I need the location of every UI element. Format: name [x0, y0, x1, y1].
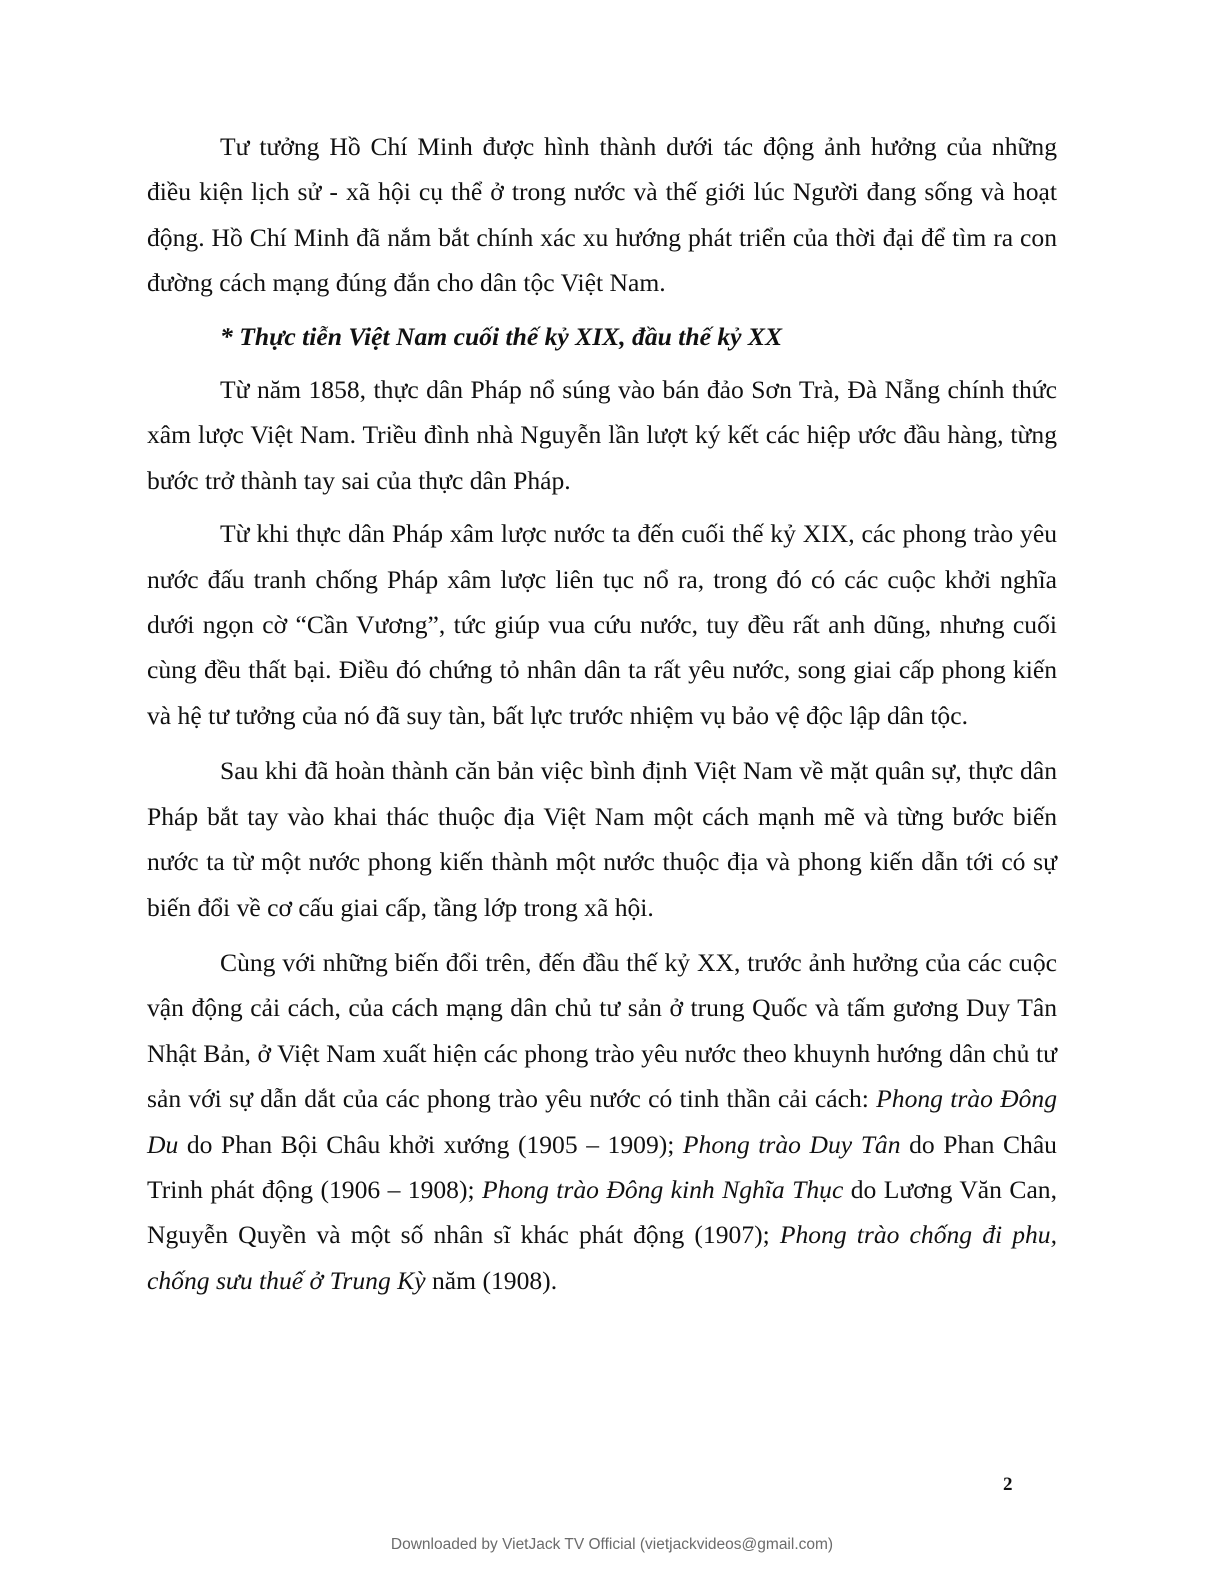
movement-anti-tax-detail: năm (1908). — [425, 1265, 558, 1295]
movement-anti-tax: Phong trào chống đi phu, chống sưu thuế ở Trung Kỳ — [147, 1220, 1057, 1295]
movements-intro-text: Cùng với những biến đổi trên, đến đầu thế kỷ XX, trước ảnh hưởng của các cuộc vận động cải cách, của cách mạng dân chủ tư sản ở trung Quốc và tấm gương Duy Tân Nhật Bản, ở Việt Nam xuất hiện các phong trào yêu nước theo khuynh hướng dân chủ tư sản với sự dẫn dắt của các phong trào yêu nước có tinh thần cải cách: — [147, 947, 1057, 1114]
movement-dong-du-detail: do Phan Bội Châu khởi xướng (1905 – 1909); — [178, 1129, 683, 1159]
movement-duy-tan: Phong trào Duy Tân — [682, 1129, 901, 1159]
movement-dong-kinh-detail: do Lương Văn Can, Nguyễn Quyền và một số nhân sĩ khác phát động (1907); — [147, 1174, 1058, 1250]
download-footer: Downloaded by VietJack TV Official (vietjackvideos@gmail.com) — [390, 1536, 834, 1553]
paragraph-intro: Tư tưởng Hồ Chí Minh được hình thành dưới tác động ảnh hưởng của những điều kiện lịch sử - xã hội cụ thể ở trong nước và thế giới lúc Người đang sống và hoạt động. Hồ Chí Minh đã nắm bắt chính xác xu hướng phát triển của thời đại để tìm ra con đường cách mạng đúng đắn cho dân tộc Việt Nam. — [147, 132, 1057, 298]
movement-dong-du: Phong trào Đông Du — [147, 1084, 1057, 1159]
movement-duy-tan-detail: do Phan Châu Trinh phát động (1906 – 1908); — [147, 1129, 1057, 1204]
paragraph-reform-movements — [147, 940, 1057, 1303]
document-body — [147, 124, 1057, 1303]
paragraph-french-invasion: Từ năm 1858, thực dân Pháp nổ súng vào bán đảo Sơn Trà, Đà Nẵng chính thức xâm lược Việt Nam. Triều đình nhà Nguyễn lần lượt ký kết các hiệp ước đầu hàng, từng bước trở thành tay sai của thực dân Pháp. — [147, 375, 1057, 495]
page-number: 2 — [1003, 1474, 1013, 1495]
section-heading: * Thực tiễn Việt Nam cuối thế kỷ XIX, đầu thế kỷ XX — [220, 321, 783, 351]
movement-dong-kinh-nghia-thuc: Phong trào Đông kinh Nghĩa Thục — [482, 1174, 844, 1204]
paragraph-colonial-exploitation: Sau khi đã hoàn thành căn bản việc bình định Việt Nam về mặt quân sự, thực dân Pháp bắt tay vào khai thác thuộc địa Việt Nam một cách mạnh mẽ và từng bước biến nước ta từ một nước phong kiến thành một nước thuộc địa và phong kiến dẫn tới có sự biến đổi về cơ cấu giai cấp, tầng lớp trong xã hội. — [147, 756, 1057, 922]
paragraph-can-vuong: Từ khi thực dân Pháp xâm lược nước ta đến cuối thế kỷ XIX, các phong trào yêu nước đấu tranh chống Pháp xâm lược liên tục nổ ra, trong đó có các cuộc khởi nghĩa dưới ngọn cờ “Cần Vương”, tức giúp vua cứu nước, tuy đều rất anh dũng, nhưng cuối cùng đều thất bại. Điều đó chứng tỏ nhân dân ta rất yêu nước, song giai cấp phong kiến và hệ tư tưởng của nó đã suy tàn, bất lực trước nhiệm vụ bảo vệ độc lập dân tộc. — [147, 519, 1057, 730]
